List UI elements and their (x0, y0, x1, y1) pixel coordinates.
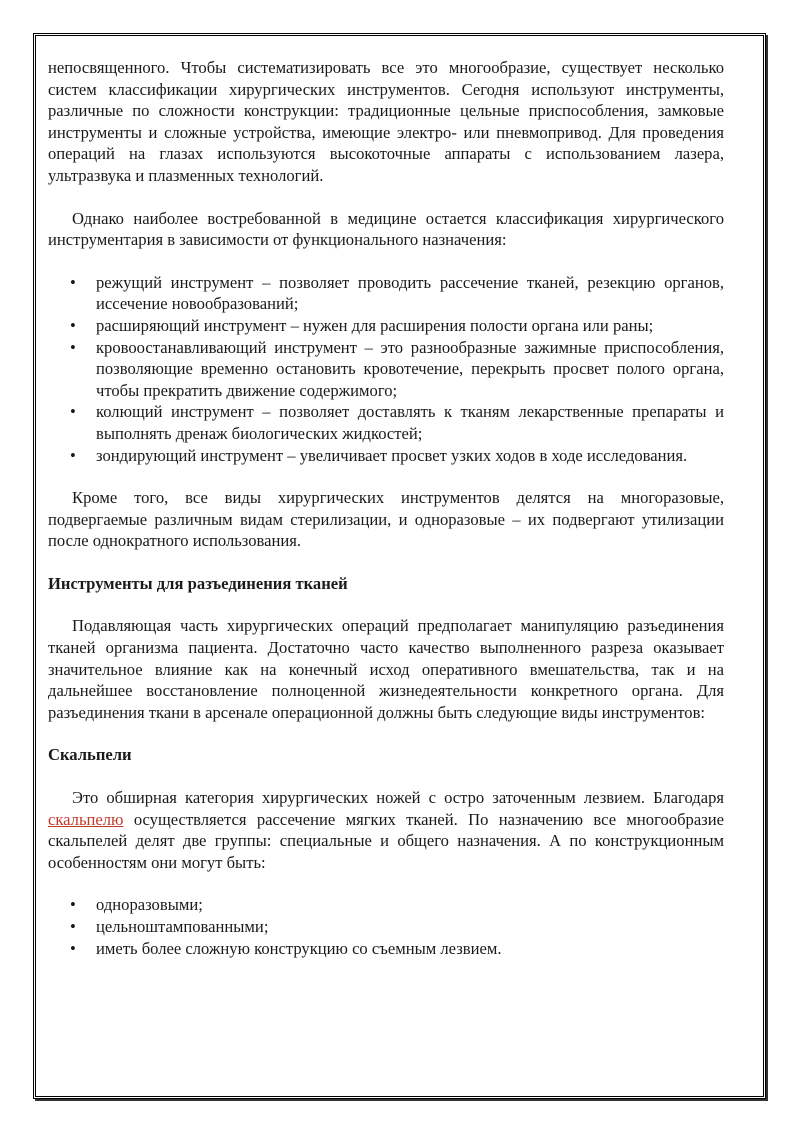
scalpel-link[interactable]: скальпелю (48, 809, 124, 829)
paragraph-reusable: Кроме того, все виды хирургических инструментов делятся на многоразовые, подвергаемые различным видам стерилизации, и одноразовые – их подвергают утилизации после однократного использования. (48, 488, 724, 551)
list-item: • одноразовыми; (70, 895, 203, 915)
bullet-icon: • (70, 402, 76, 422)
bullet-icon: • (70, 272, 76, 292)
bullet-icon: • (70, 445, 76, 465)
scalpel-types-list (48, 894, 724, 959)
list-item: • расширяющий инструмент – нужен для расширения полости органа или раны; (70, 315, 654, 335)
list-item: • колющий инструмент – позволяет доставлять к тканям лекарственные препараты и выполнять дренаж биологических жидкостей; (70, 402, 724, 443)
document-body (48, 57, 724, 959)
section-heading-tissue-separation: Инструменты для разъединения тканей (48, 573, 348, 593)
instrument-types-list (48, 272, 724, 466)
list-item: • иметь более сложную конструкцию со съемным лезвием. (70, 938, 502, 958)
paragraph-intro: непосвященного. Чтобы систематизировать все это многообразие, существует несколько систем классификации хирургических инструментов. Сегодня используют инструменты, различные по сложности конструкции: традиционные цельные приспособления, замковые инструменты и сложные устройства, имеющие электро- или пневмопривод. Для проведения операций на глазах используются высокоточные аппараты с использованием лазера, ультразвука и плазменных технологий. (48, 58, 724, 185)
bullet-icon: • (70, 337, 76, 357)
section-heading-scalpels: Скальпели (48, 745, 132, 765)
list-item: • режущий инструмент – позволяет проводить рассечение тканей, резекцию органов, иссечение новообразований; (70, 272, 724, 314)
bullet-icon: • (70, 938, 76, 958)
list-item: • цельноштампованными; (70, 917, 269, 936)
paragraph-scalpels: Это обширная категория хирургических ножей с остро заточенным лезвием. Благодаря скальпелю осуществляется рассечение мягких тканей. По назначению все многообразие скальпелей делят две группы: специальные и общего назначения. А по конструкционным особенностям они могут быть: (48, 788, 724, 872)
list-item: • кровоостанавливающий инструмент – это разнообразные зажимные приспособления, позволяющие временно остановить кровотечение, перекрыть просвет полого органа, чтобы прекратить движение содержимого; (70, 337, 724, 400)
list-item: • зондирующий инструмент – увеличивает просвет узких ходов в ходе исследования. (70, 445, 688, 465)
bullet-icon: • (70, 895, 76, 915)
paragraph-classification: Однако наиболее востребованной в медицине остается классификация хирургического инструментария в зависимости от функционального назначения: (48, 208, 724, 250)
bullet-icon: • (70, 315, 76, 335)
bullet-icon: • (70, 917, 76, 936)
paragraph-tissue-separation: Подавляющая часть хирургических операций предполагает манипуляцию разъединения тканей организма пациента. Достаточно часто качество выполненного разреза оказывает значительное влияние как на конечный исход оперативного вмешательства, так и на дальнейшее восстановление полноценной жизнедеятельности конкретного органа. Для разъединения ткани в арсенале операционной должны быть следующие виды инструментов: (48, 616, 724, 722)
